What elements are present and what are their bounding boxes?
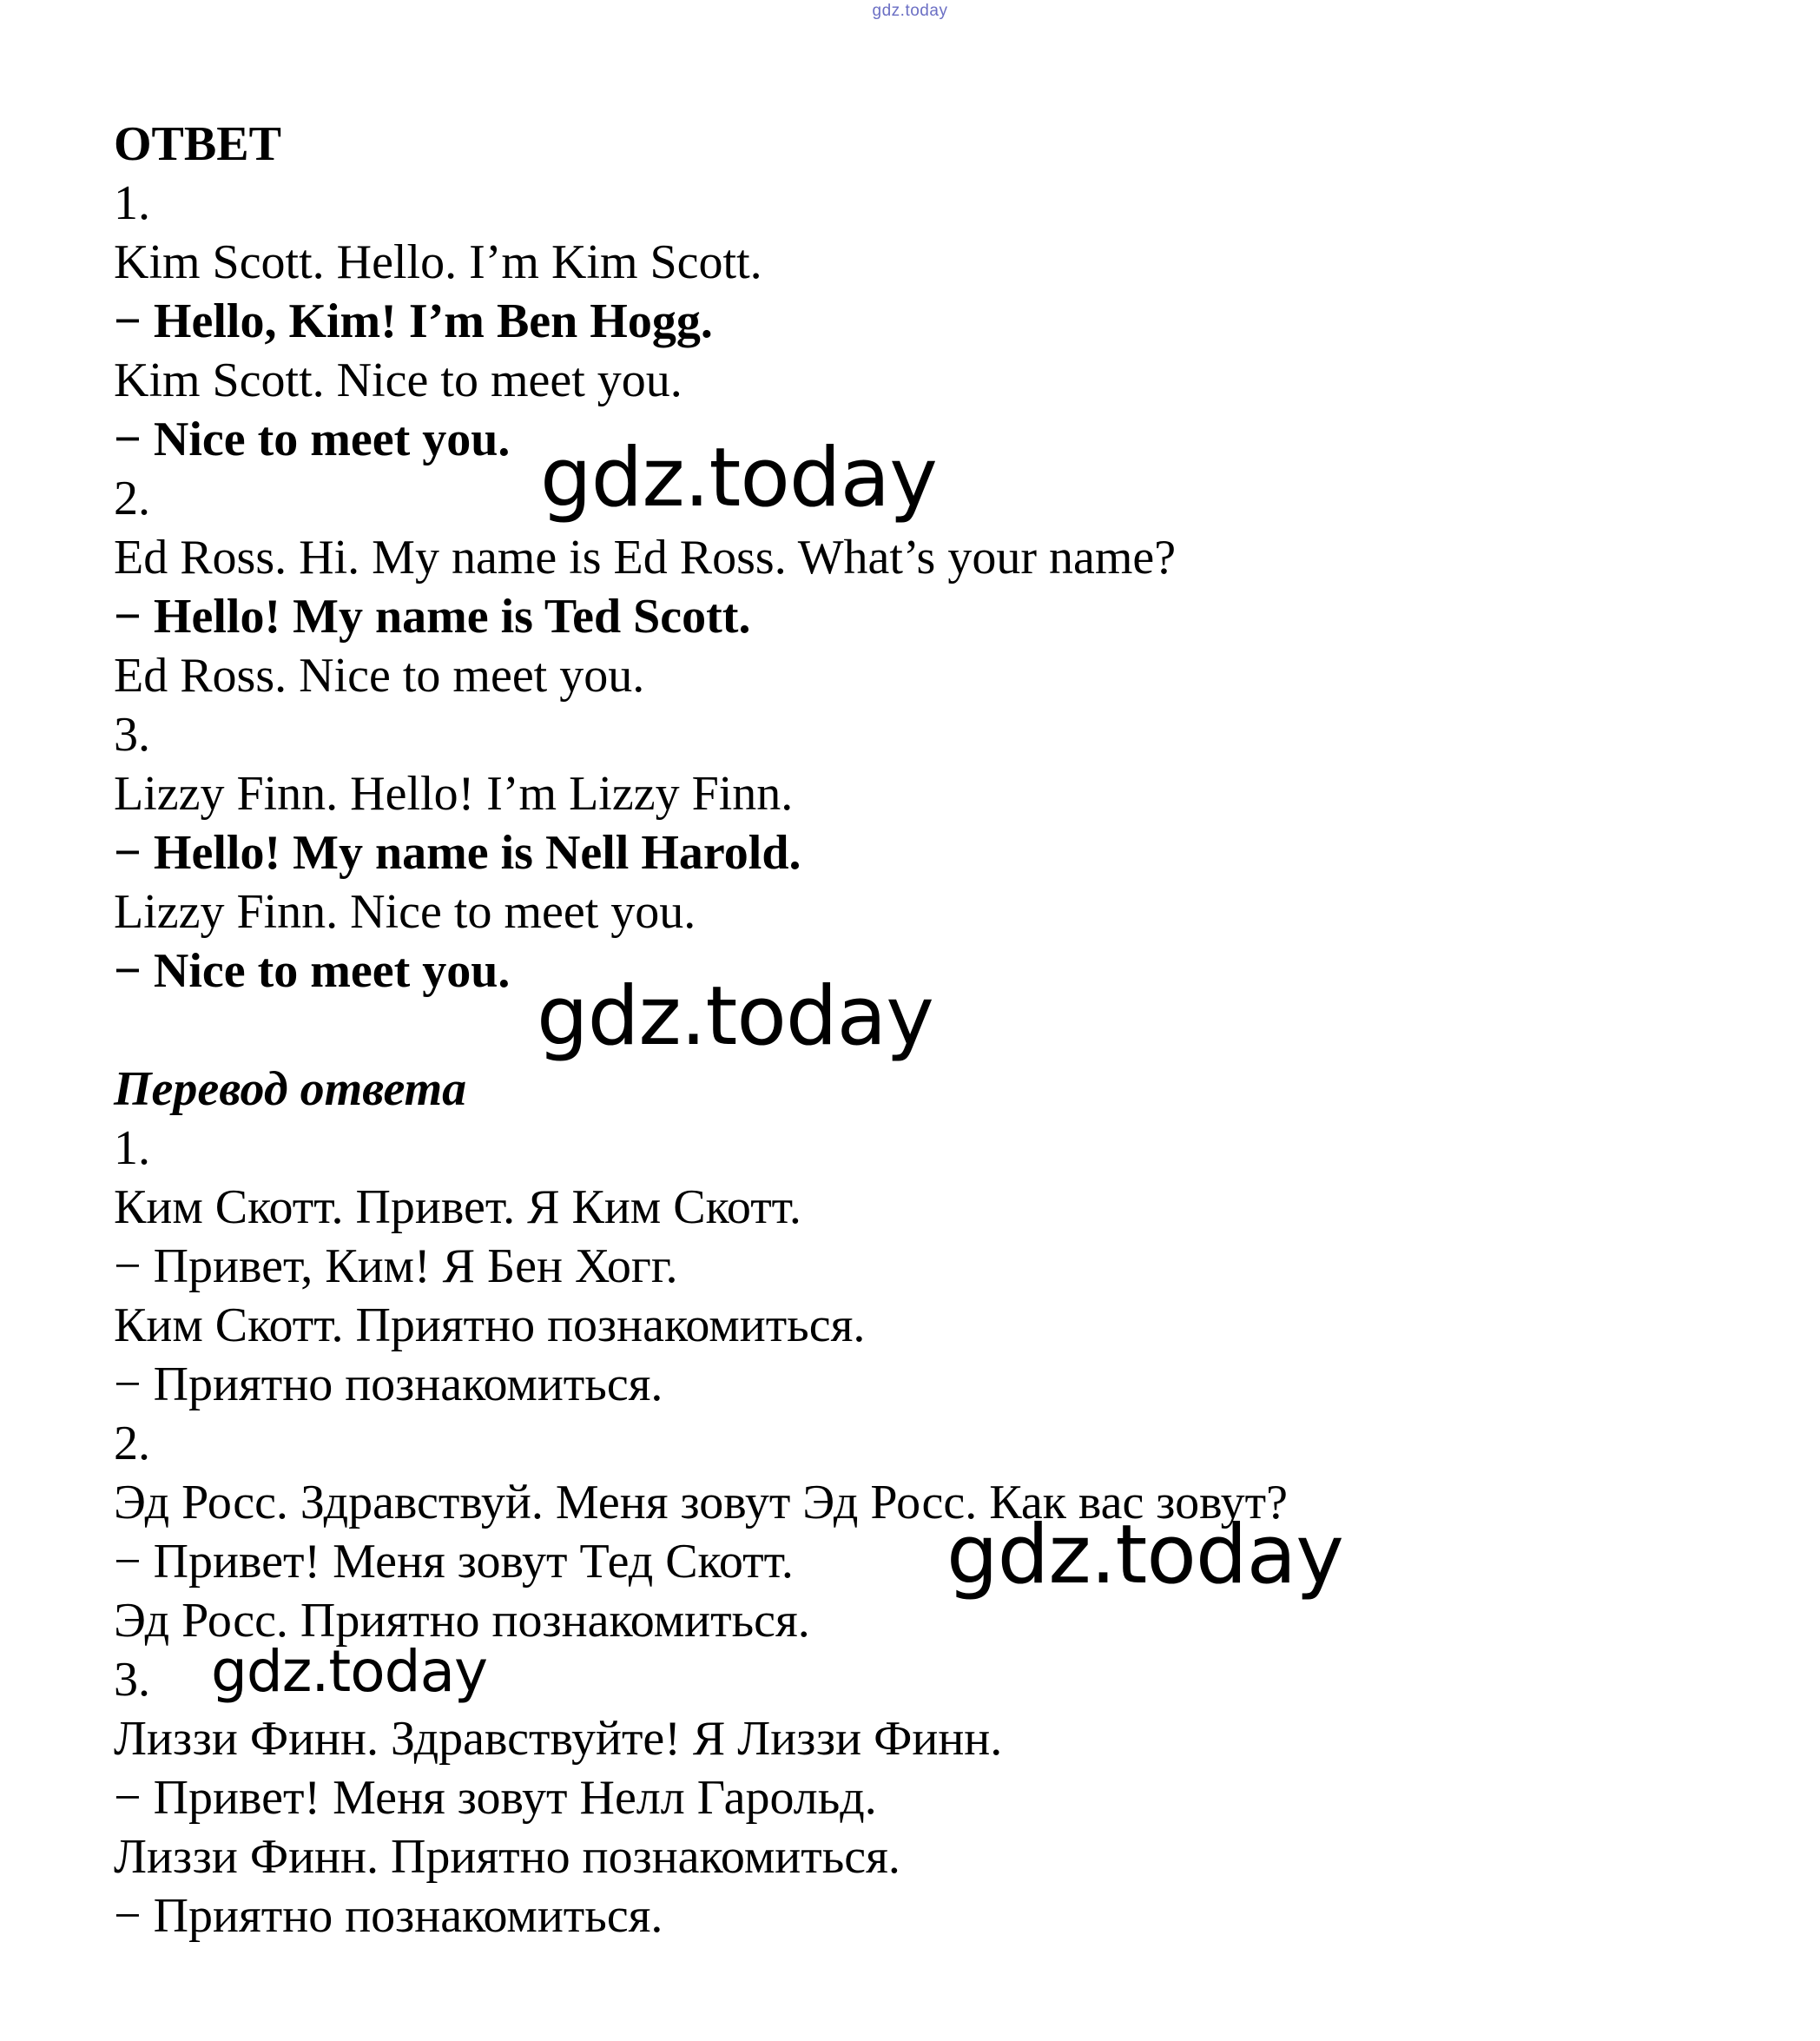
translation-line: Лиззи Финн. Приятно познакомиться. — [114, 1830, 900, 1884]
translation-line: 3. — [114, 1653, 150, 1707]
answer-line: Lizzy Finn. Nice to meet you. — [114, 885, 696, 939]
answer-line: − Nice to meet you. — [114, 413, 511, 466]
header-watermark: gdz.today — [872, 2, 948, 20]
answer-line: − Hello! My name is Nell Harold. — [114, 826, 801, 880]
translation-line: Ким Скотт. Приятно познакомиться. — [114, 1298, 866, 1352]
translation-line: Эд Росс. Здравствуй. Меня зовут Эд Росс. Как вас зовут? — [114, 1476, 1288, 1529]
watermark: gdz.today — [946, 1508, 1343, 1602]
translation-line: − Привет! Меня зовут Нелл Гарольд. — [114, 1771, 877, 1825]
answer-section — [114, 174, 1764, 1001]
answer-heading: ОТВЕТ — [114, 117, 281, 171]
translation-line: Ким Скотт. Привет. Я Ким Скотт. — [114, 1180, 801, 1234]
translation-heading: Перевод ответа — [114, 1062, 467, 1116]
answer-line: − Nice to meet you. — [114, 944, 511, 998]
answer-line: Ed Ross. Hi. My name is Ed Ross. What’s your name? — [114, 531, 1177, 585]
answer-line: − Hello! My name is Ted Scott. — [114, 590, 751, 644]
translation-line: − Приятно познакомиться. — [114, 1889, 663, 1943]
watermark: gdz.today — [211, 1638, 488, 1705]
translation-line: Эд Росс. Приятно познакомиться. — [114, 1594, 810, 1648]
answer-line: Ed Ross. Nice to meet you. — [114, 649, 645, 703]
answer-line: 3. — [114, 708, 150, 762]
translation-line: − Привет, Ким! Я Бен Хогг. — [114, 1239, 678, 1293]
watermark: gdz.today — [537, 969, 933, 1064]
answer-line: 2. — [114, 472, 150, 525]
translation-line: 2. — [114, 1417, 150, 1470]
watermark: gdz.today — [540, 431, 937, 525]
answer-line: Kim Scott. Hello. I’m Kim Scott. — [114, 235, 762, 289]
translation-line: − Приятно познакомиться. — [114, 1357, 663, 1411]
answer-line: Lizzy Finn. Hello! I’m Lizzy Finn. — [114, 767, 794, 821]
answer-line: − Hello, Kim! I’m Ben Hogg. — [114, 294, 713, 348]
answer-line: 1. — [114, 176, 150, 230]
translation-line: 1. — [114, 1121, 150, 1175]
translation-line: − Привет! Меня зовут Тед Скотт. — [114, 1535, 794, 1589]
answer-line: Kim Scott. Nice to meet you. — [114, 353, 682, 407]
translation-line: Лиззи Финн. Здравствуйте! Я Лиззи Финн. — [114, 1712, 1003, 1766]
translation-section — [114, 1119, 1764, 1945]
